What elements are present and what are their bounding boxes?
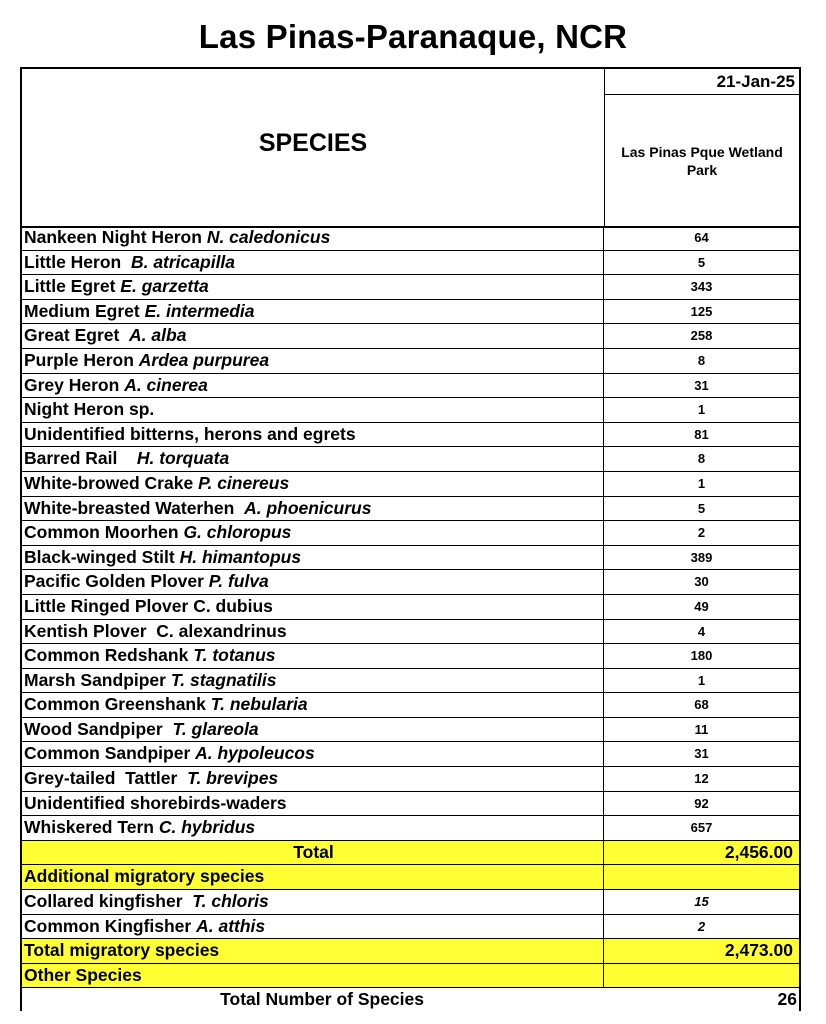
common-name: Unidentified shorebirds-waders bbox=[24, 792, 287, 813]
species-name bbox=[22, 423, 604, 447]
scientific-name: T. glareola bbox=[172, 718, 259, 739]
common-name: Whiskered Tern bbox=[24, 817, 159, 838]
empty-cell bbox=[604, 865, 799, 889]
common-name: Black-winged Stilt bbox=[24, 546, 180, 567]
scientific-name: T. chloris bbox=[192, 891, 269, 912]
table-row bbox=[22, 767, 799, 792]
table-row bbox=[22, 324, 799, 349]
common-name: Little Ringed Plover C. dubius bbox=[24, 595, 273, 616]
species-count: 5 bbox=[697, 500, 706, 516]
table-row bbox=[22, 915, 799, 940]
species-count: 4 bbox=[697, 623, 706, 639]
species-count: 657 bbox=[690, 820, 713, 836]
species-name bbox=[22, 447, 604, 471]
species-count: 2 bbox=[697, 918, 706, 934]
total-species-row bbox=[22, 988, 799, 1013]
species-name bbox=[22, 275, 604, 299]
total-migratory-label: Total migratory species bbox=[22, 939, 604, 963]
species-count: 11 bbox=[694, 721, 709, 737]
scientific-name: P. cinereus bbox=[198, 472, 290, 493]
species-name bbox=[22, 669, 604, 693]
species-name bbox=[22, 374, 604, 398]
table-row bbox=[22, 669, 799, 694]
species-name bbox=[22, 890, 604, 914]
species-count: 49 bbox=[694, 598, 709, 614]
common-name: White-breasted Waterhen bbox=[24, 497, 245, 518]
species-count: 12 bbox=[694, 771, 709, 787]
scientific-name: G. chloropus bbox=[183, 522, 292, 543]
species-name bbox=[22, 497, 604, 521]
scientific-name: H. torquata bbox=[136, 448, 230, 469]
table-row bbox=[22, 546, 799, 571]
common-name: Kentish Plover C. alexandrinus bbox=[24, 620, 287, 641]
species-name bbox=[22, 521, 604, 545]
scientific-name: C. hybridus bbox=[158, 817, 256, 838]
common-name: Pacific Golden Plover bbox=[24, 571, 209, 592]
species-name bbox=[22, 251, 604, 275]
species-count: 258 bbox=[690, 328, 713, 344]
species-count: 343 bbox=[690, 279, 713, 295]
scientific-name: T. brevipes bbox=[187, 768, 279, 789]
table-row bbox=[22, 374, 799, 399]
common-name: Common Kingfisher bbox=[24, 915, 197, 936]
table-row bbox=[22, 644, 799, 669]
total-species-value: 26 bbox=[777, 989, 797, 1010]
species-count: 180 bbox=[690, 648, 713, 664]
common-name: Common Moorhen bbox=[24, 522, 184, 543]
species-name bbox=[22, 718, 604, 742]
scientific-name: A. phoenicurus bbox=[244, 497, 372, 518]
scientific-name: N. caledonicus bbox=[206, 227, 331, 247]
scientific-name: P. fulva bbox=[208, 571, 269, 592]
species-count: 8 bbox=[697, 352, 706, 368]
species-count: 15 bbox=[694, 894, 709, 910]
species-count: 1 bbox=[697, 402, 706, 418]
species-name bbox=[22, 226, 604, 250]
total-label: Total bbox=[22, 841, 604, 865]
species-count: 68 bbox=[694, 697, 709, 713]
table-row bbox=[22, 472, 799, 497]
table-row bbox=[22, 693, 799, 718]
common-name: Great Egret bbox=[24, 325, 130, 346]
species-count: 64 bbox=[694, 230, 709, 245]
common-name: Collared kingfisher bbox=[24, 891, 193, 912]
species-name bbox=[22, 472, 604, 496]
species-name bbox=[22, 300, 604, 324]
scientific-name: E. intermedia bbox=[144, 300, 255, 321]
common-name: Purple Heron bbox=[24, 349, 139, 370]
common-name: Marsh Sandpiper bbox=[24, 669, 171, 690]
common-name: Common Greenshank bbox=[24, 694, 211, 715]
scientific-name: E. garzetta bbox=[120, 276, 209, 297]
species-name bbox=[22, 398, 604, 422]
common-name: Little Egret bbox=[24, 276, 121, 297]
common-name: Nankeen Night Heron bbox=[24, 227, 207, 247]
scientific-name: A. cinerea bbox=[124, 374, 208, 395]
survey-date: 21-Jan-25 bbox=[605, 69, 799, 95]
table-row bbox=[22, 620, 799, 645]
table-row bbox=[22, 816, 799, 841]
species-name bbox=[22, 915, 604, 939]
common-name: Common Sandpiper bbox=[24, 743, 196, 764]
species-count: 81 bbox=[694, 426, 709, 442]
species-count: 8 bbox=[697, 451, 706, 467]
common-name: Grey-tailed Tattler bbox=[24, 768, 188, 789]
table-row bbox=[22, 251, 799, 276]
table-row bbox=[22, 521, 799, 546]
common-name: Barred Rail bbox=[24, 448, 137, 469]
species-count: 30 bbox=[694, 574, 709, 590]
table-row bbox=[22, 595, 799, 620]
empty-cell bbox=[604, 964, 799, 988]
table-row bbox=[22, 423, 799, 448]
species-name bbox=[22, 644, 604, 668]
other-species-label: Other Species bbox=[22, 964, 604, 988]
species-count: 31 bbox=[694, 377, 709, 393]
species-count: 2 bbox=[697, 525, 706, 541]
total-row bbox=[22, 841, 799, 866]
additional-header-row bbox=[22, 865, 799, 890]
scientific-name: A. alba bbox=[129, 325, 187, 346]
species-count: 1 bbox=[697, 672, 706, 688]
species-table bbox=[20, 67, 801, 1011]
species-count: 389 bbox=[690, 549, 713, 565]
table-row bbox=[22, 300, 799, 325]
total-migratory-value: 2,473.00 bbox=[724, 940, 793, 961]
table-row bbox=[22, 398, 799, 423]
common-name: Unidentified bitterns, herons and egrets bbox=[24, 423, 356, 444]
scientific-name: T. stagnatilis bbox=[170, 669, 277, 690]
table-header bbox=[22, 69, 799, 228]
table-body bbox=[22, 226, 799, 1013]
total-value: 2,456.00 bbox=[724, 841, 793, 862]
species-column-header: SPECIES bbox=[258, 129, 368, 157]
other-species-row bbox=[22, 964, 799, 989]
total-species-label: Total Number of Species bbox=[220, 989, 424, 1010]
common-name: Medium Egret bbox=[24, 300, 145, 321]
scientific-name: A. hypoleucos bbox=[195, 743, 315, 764]
species-name bbox=[22, 693, 604, 717]
species-name bbox=[22, 570, 604, 594]
species-name bbox=[22, 595, 604, 619]
table-row bbox=[22, 718, 799, 743]
common-name: White-browed Crake bbox=[24, 472, 199, 493]
species-name bbox=[22, 620, 604, 644]
species-count: 5 bbox=[697, 254, 706, 270]
table-row bbox=[22, 447, 799, 472]
species-count: 92 bbox=[694, 795, 709, 811]
scientific-name: T. totanus bbox=[193, 645, 276, 666]
additional-migratory-label: Additional migratory species bbox=[22, 865, 604, 889]
species-name bbox=[22, 349, 604, 373]
scientific-name: A. atthis bbox=[196, 915, 266, 936]
species-name bbox=[22, 324, 604, 348]
common-name: Night Heron sp. bbox=[24, 399, 155, 420]
species-name bbox=[22, 742, 604, 766]
scientific-name: T. nebularia bbox=[210, 694, 308, 715]
table-row bbox=[22, 890, 799, 915]
common-name: Little Heron bbox=[24, 251, 131, 272]
table-row bbox=[22, 226, 799, 251]
species-name bbox=[22, 792, 604, 816]
common-name: Grey Heron bbox=[24, 374, 125, 395]
species-count: 31 bbox=[694, 746, 709, 762]
species-name bbox=[22, 816, 604, 840]
table-row bbox=[22, 497, 799, 522]
scientific-name: Ardea purpurea bbox=[138, 349, 270, 370]
table-row bbox=[22, 349, 799, 374]
table-row bbox=[22, 275, 799, 300]
total-migratory-row bbox=[22, 939, 799, 964]
species-name bbox=[22, 767, 604, 791]
table-row bbox=[22, 742, 799, 767]
scientific-name: B. atricapilla bbox=[130, 251, 236, 272]
common-name: Wood Sandpiper bbox=[24, 718, 173, 739]
site-column-header: Las Pinas Pque Wetland Park bbox=[621, 143, 783, 178]
page-title: Las Pinas-Paranaque, NCR bbox=[198, 18, 628, 55]
table-row bbox=[22, 570, 799, 595]
species-count: 1 bbox=[697, 475, 706, 491]
species-count: 125 bbox=[690, 303, 713, 319]
table-row bbox=[22, 792, 799, 817]
species-name bbox=[22, 546, 604, 570]
scientific-name: H. himantopus bbox=[179, 546, 302, 567]
common-name: Common Redshank bbox=[24, 645, 194, 666]
